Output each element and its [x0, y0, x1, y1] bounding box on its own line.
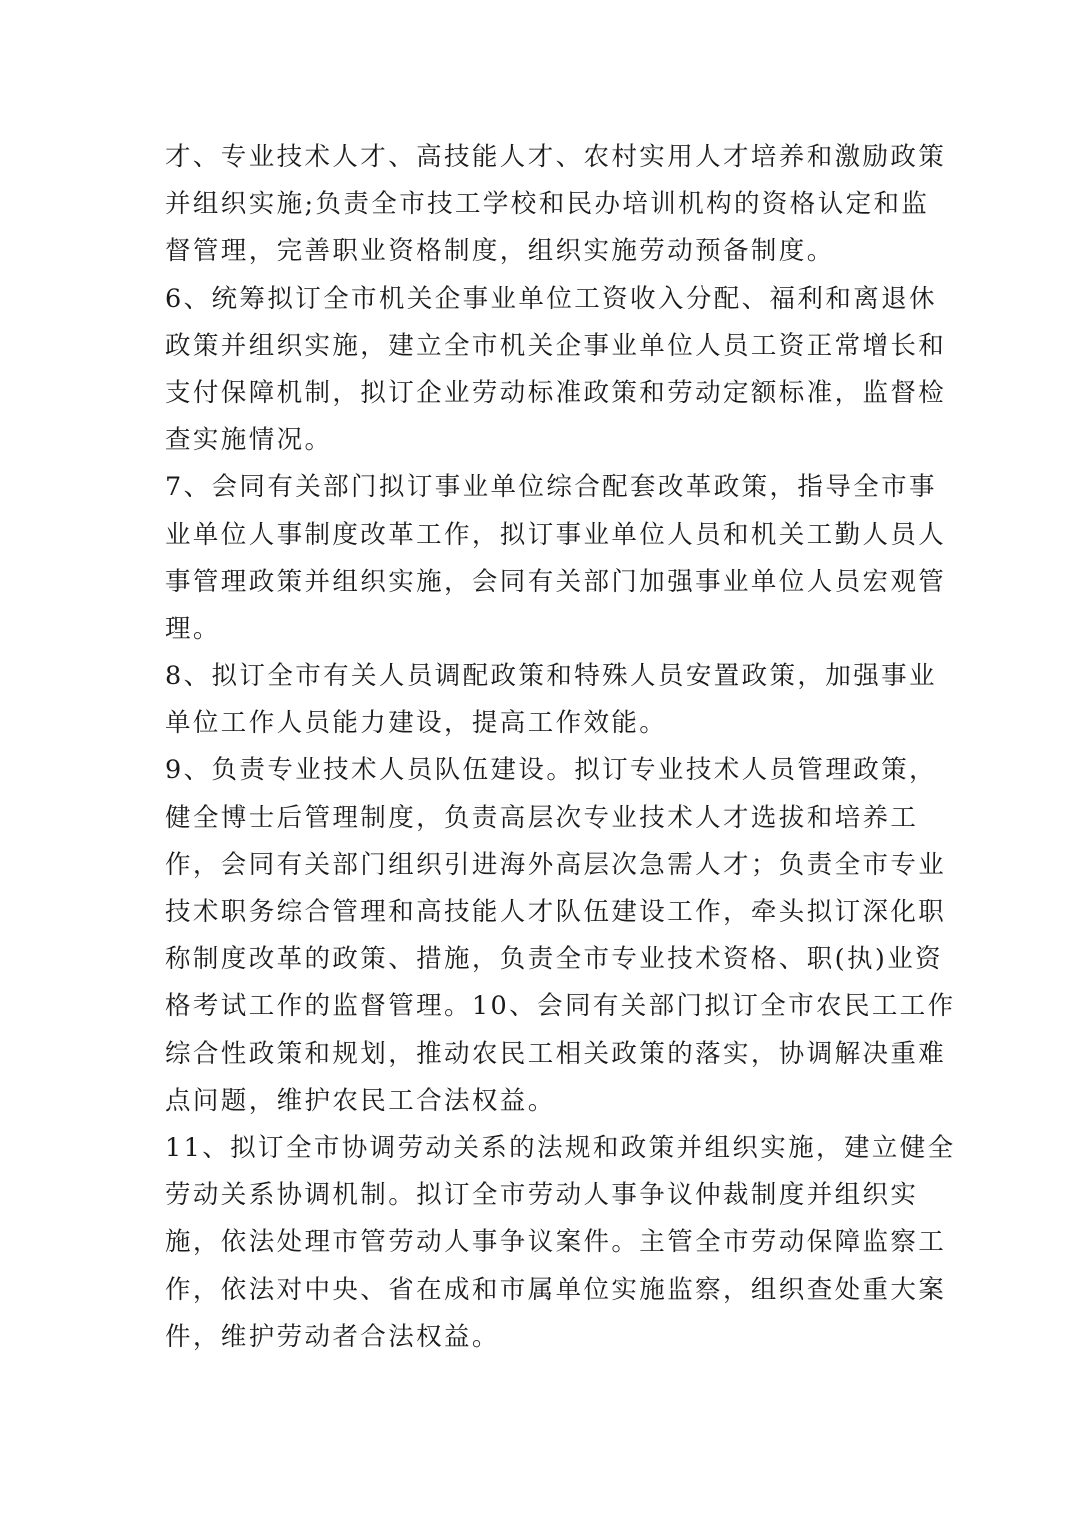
text-line: 综合性政策和规划，推动农民工相关政策的落实，协调解决重难: [165, 1038, 947, 1069]
text-line: 11、拟订全市协调劳动关系的法规和政策并组织实施，建立健全: [165, 1132, 956, 1163]
text-line: 8、拟订全市有关人员调配政策和特殊人员安置政策，加强事业: [165, 661, 937, 692]
text-line: 7、会同有关部门拟订事业单位综合配套改革政策，指导全市事: [165, 472, 937, 503]
text-line: 单位工作人员能力建设，提高工作效能。: [165, 708, 668, 739]
text-line: 政策并组织实施，建立全市机关企事业单位人员工资正常增长和: [165, 330, 947, 361]
text-line: 督管理，完善职业资格制度，组织实施劳动预备制度。: [165, 236, 835, 267]
text-line: 作，依法对中央、省在成和市属单位实施监察，组织查处重大案: [165, 1274, 947, 1305]
text-line: 格考试工作的监督管理。10、会同有关部门拟订全市农民工工作: [165, 991, 956, 1022]
text-line: 技术职务综合管理和高技能人才队伍建设工作，牵头拟订深化职: [165, 897, 947, 927]
text-line: 劳动关系协调机制。拟订全市劳动人事争议仲裁制度并组织实: [165, 1180, 919, 1211]
text-line: 件，维护劳动者合法权益。: [165, 1321, 500, 1352]
text-line: 事管理政策并组织实施，会同有关部门加强事业单位人员宏观管: [165, 566, 947, 597]
text-line: 9、负责专业技术人员队伍建设。拟订专业技术人员管理政策，: [165, 755, 937, 786]
text-line: 点问题，维护农民工合法权益。: [165, 1085, 556, 1116]
text-line: 健全博士后管理制度，负责高层次专业技术人才选拔和培养工: [165, 802, 919, 833]
text-line: 称制度改革的政策、措施，负责全市专业技术资格、职(执)业资: [165, 944, 943, 975]
text-line: 作，会同有关部门组织引进海外高层次急需人才；负责全市专业: [165, 849, 947, 880]
text-line: 业单位人事制度改革工作，拟订事业单位人员和机关工勤人员人: [165, 519, 947, 550]
text-line: 查实施情况。: [165, 425, 333, 456]
text-line: 施，依法处理市管劳动人事争议案件。主管全市劳动保障监察工: [165, 1227, 947, 1258]
text-line: 理。: [165, 613, 221, 644]
text-line: 才、专业技术人才、高技能人才、农村实用人才培养和激励政策: [165, 142, 947, 172]
text-line: 并组织实施;负责全市技工学校和民办培训机构的资格认定和监: [165, 189, 930, 220]
body-text: [165, 134, 956, 1361]
text-line: 支付保障机制，拟订企业劳动标准政策和劳动定额标准，监督检: [165, 377, 947, 408]
text-line: 6、统筹拟订全市机关企事业单位工资收入分配、福利和离退休: [165, 283, 937, 314]
